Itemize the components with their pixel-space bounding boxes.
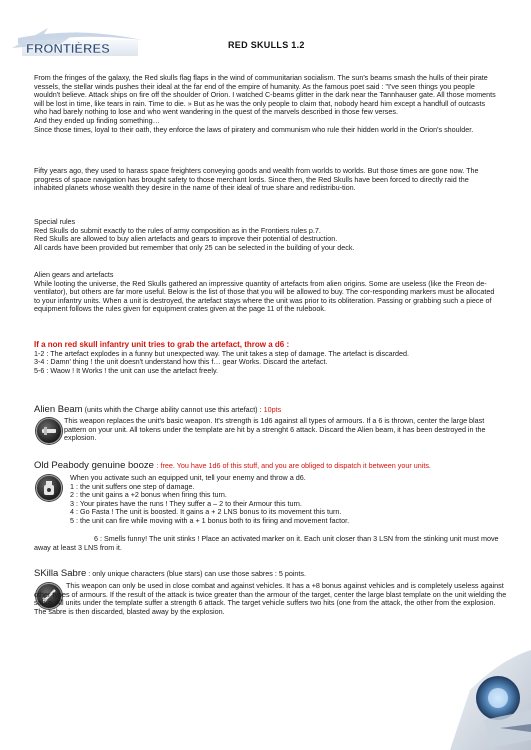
alien-beam-title-row [34, 406, 504, 415]
grab-rule-section [34, 341, 498, 375]
grab-rule-line-1: 1-2 : The artefact explodes in a funny but unexpected way. The unit takes a step of damage. The artefact is discarded. [34, 348, 410, 358]
peabody-body-block [70, 474, 510, 526]
alien-gears-body: While looting the universe, the Red Skulls gathered an impressive quantity of artefacts from alien origins. Some are useless (like the Freon de-ventilator), but others are far more useful. Below is the list of those that you will be allowed to buy. The cor-responding markers must be allocated to your infantry units. When a unit is destroyed, the artefact stays where the unit was prior to its obliteration. Passing or grabbing such a piece of equipment follows the rules given for equipment crates given at the page 11 of the rulebook. [34, 278, 495, 314]
intro-paragraph-2: And they ended up finding something… [34, 115, 160, 125]
alien-gears-heading: Alien gears and artefacts [34, 270, 114, 279]
special-rule-3: All cards have been provided but remember that only 25 can be selected in the building of your deck. [34, 242, 355, 252]
booze-bottle-icon [36, 475, 62, 501]
sabre-title: SKilla Sabre [34, 568, 87, 579]
page-title: RED SKULLS 1.2 [228, 40, 305, 50]
sabre-subtitle: : only unique characters (blue stars) can use those sabres : 5 points. [86, 569, 307, 578]
alien-gears-section [34, 271, 498, 314]
intro-paragraph-4: Fifty years ago, they used to harass space freighters conveying goods and wealth from worlds to worlds. But those times are gone now. The progress of space navigation has brought safety to those merchant lords. Since then, the Red Skulls have been forced to directly raid the inhabited planets whose wealth they desire in the name of their ideal of true share and redistribu-tion. [34, 166, 479, 193]
peabody-title: Old Peabody genuine booze [34, 460, 154, 471]
intro-paragraph-1: From the fringes of the galaxy, the Red skulls flag flaps in the wind of communitarian socialism. The sun's beams smash the hulls of their pirate vessels, the stellar winds pushes their ideal at the far end of the empire of humanity. As the famous poet said : "I've seen things you people wouldn't believe. Attack ships on fire off the shoulder of Orion. I watched C-beams glitter in the dark near the Tannhauser gate. All those moments will be lost in time, like tears in rain. Time to die. » But as he was the only people to claim that, nobody heard him except a handfull of outcasts who had barely nothing to lose and who went wandering in the quest of the marvels described in those few verses. [34, 73, 496, 117]
intro-section [34, 74, 498, 134]
peabody-line-3: 3 : Your pirates have the runs ! They suffer a – 2 to their Armour this turn. [70, 498, 302, 508]
grab-rule-line-3: 5-6 : Waow ! It Works ! the unit can use the artefact freely. [34, 365, 219, 375]
peabody-line-5: 5 : the unit can fire while moving with a + 1 bonus both to its firing and movement factor. [70, 515, 350, 525]
peabody-intro: When you activate such an equipped unit, tell your enemy and throw a d6. [70, 473, 306, 482]
logo-text: FRONTIÈRES [26, 41, 110, 56]
decorative-spaceship-image [440, 600, 531, 750]
alien-beam-body-block [64, 417, 508, 443]
peabody-red-text: : free. You have 1d6 of this stuff, and you are obliged to dispatch it between your units. [156, 461, 431, 470]
sabre-body-block [34, 582, 508, 616]
intro-paragraph-4-block [34, 167, 498, 193]
alien-beam-subtitle: (units whith the Charge ability cannot use this artefact) : [82, 405, 264, 414]
peabody-line-1: 1 : the unit suffers one step of damage. [70, 481, 195, 491]
alien-beam-title: Alien Beam [34, 404, 83, 415]
peabody-last-block [34, 535, 508, 552]
grab-rule-line-2: 3-4 : Damn' thing ! the unit doesn't understand how this f… gear Works. Discard the artefact. [34, 357, 328, 367]
peabody-line-6: 6 : Smells funny! The unit stinks ! Place an activated marker on it. Each unit closer than 3 LSN from the stinking unit must move away at least 3 LNS from it. [34, 534, 499, 552]
special-rules-section [34, 218, 498, 252]
sabre-body: This weapon can only be used in close combat and against vehicles. It has a +8 bonus against vehicles and is completely useless against other types of armours. If the result of the attack is twice greater than the armour of the target, center the large blast template on the unit wielding the sabre. All units under the template suffer a strength 6 attack. The target vehicle suffers two hits (one from the attack, the other from the explosion. The sabre is then discarded, blasted away by the explosion. [34, 581, 507, 616]
special-rules-heading: Special rules [34, 217, 76, 226]
intro-paragraph-3: Since those times, loyal to their oath, they enforce the laws of piratery and communism who rule their hidden world in the Orion's shoulder. [34, 124, 474, 134]
alien-beam-body: This weapon replaces the unit's basic weapon. It's strength is 1d6 against all types of armours. If a 6 is thrown, center the large blast pattern on your unit. All tokens under the template are hit by a strenght 6 attack. Discard the Alien beam, it has been destroyed in the explosion. [64, 416, 486, 443]
special-rule-1: Red Skulls do submit exactly to the rules of army composition as in the Frontiers rules p.7. [34, 225, 321, 235]
alien-beam-points: 10pts [263, 405, 282, 414]
special-rule-2: Red Skulls are allowed to buy alien artefacts and gears to improve their potential of destruction. [34, 234, 338, 244]
peabody-line-4: 4 : Go Fasta ! The unit is boosted. It gains a + 2 LNS bonus to its movement this turn. [70, 507, 342, 517]
peabody-title-row [34, 462, 514, 471]
alien-beam-icon [36, 418, 62, 444]
frontieres-logo [8, 18, 146, 66]
peabody-line-2: 2 : the unit gains a +2 bonus when firing this turn. [70, 490, 227, 500]
sabre-title-row [34, 570, 504, 579]
grab-rule-heading: If a non red skull infantry unit tries to grab the artefact, throw a d6 : [34, 340, 290, 349]
